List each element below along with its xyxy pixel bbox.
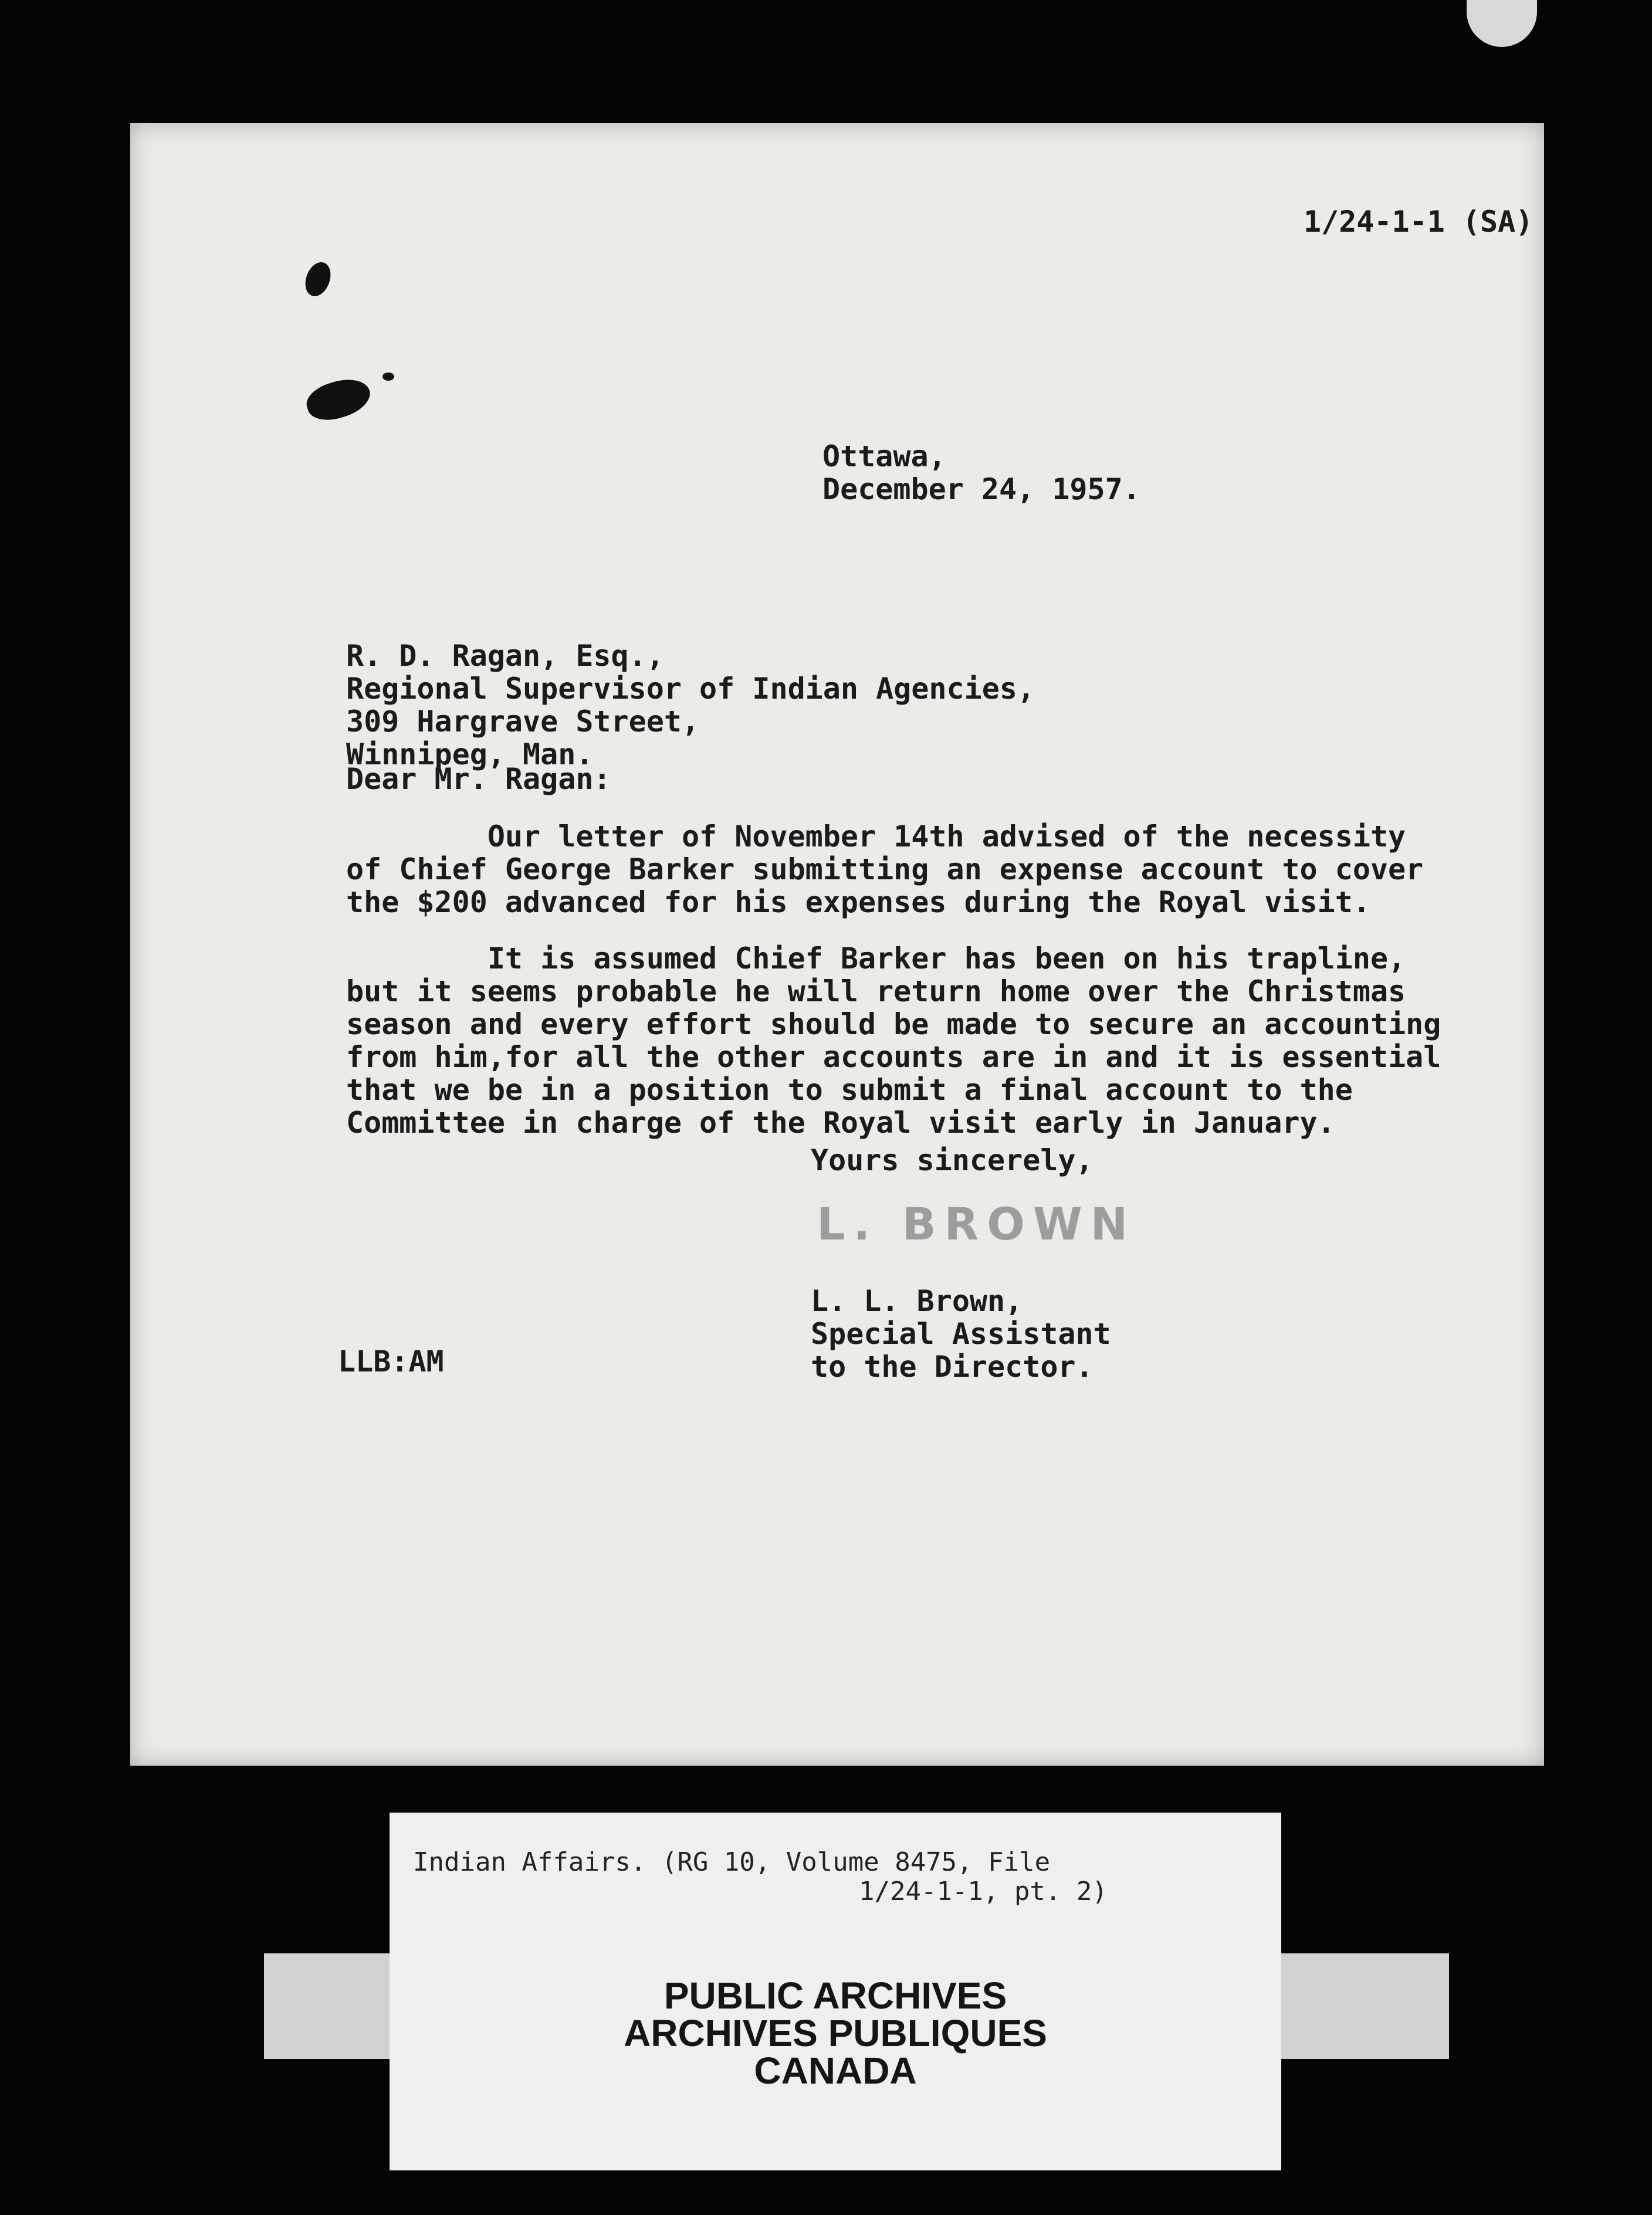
typist-initials: LLB:AM [338,1344,444,1379]
recipient-street: 309 Hargrave Street, [346,705,700,739]
ink-smudge [301,259,335,300]
salutation: Dear Mr. Ragan: [346,762,611,796]
paragraph-line: the $200 advanced for his expenses during the Royal visit. [346,885,1370,919]
letter-date: December 24, 1957. [822,472,1140,506]
paragraph-line: from him,for all the other accounts are in and it is essential [346,1040,1441,1074]
signer-block [811,1285,1111,1383]
archives-stamp [390,1974,1281,2092]
recipient-title: Regional Supervisor of Indian Agencies, [346,672,1035,706]
paragraph-line: season and every effort should be made to secure an accounting [346,1007,1441,1041]
closing: Yours sincerely, [811,1143,1094,1177]
label-line-2: 1/24-1-1, pt. 2) [859,1877,1108,1906]
signer-title: to the Director. [811,1350,1094,1384]
label-tab [264,1953,399,2059]
paragraph-1 [346,820,1423,919]
paragraph-line: but it seems probable he will return home over the Christmas [346,974,1406,1008]
paragraph-2 [346,942,1441,1139]
letter-page [130,123,1544,1766]
ink-smudge [302,372,375,427]
paragraph-line: of Chief George Barker submitting an expense account to cover [346,852,1424,886]
paragraph-line: Our letter of November 14th advised of the necessity [346,819,1406,854]
letter-place: Ottawa, [822,439,946,473]
label-line-1: Indian Affairs. (RG 10, Volume 8475, File [413,1847,1051,1877]
paragraph-line: that we be in a position to submit a final account to the [346,1073,1353,1107]
signer-title: Special Assistant [811,1317,1111,1351]
paragraph-line: Committee in charge of the Royal visit early in January. [346,1106,1335,1140]
signature-stamp: L. BROWN [817,1198,1136,1250]
recipient-city: Winnipeg, Man. [346,737,594,771]
paragraph-line: It is assumed Chief Barker has been on his trapline, [346,941,1406,976]
file-reference: 1/24-1-1 (SA) [1304,205,1533,239]
signer-name: L. L. Brown, [811,1284,1023,1318]
ink-smudge [382,372,394,381]
archives-stamp-line: ARCHIVES PUBLIQUES [624,2012,1047,2054]
label-tab [1273,1953,1449,2059]
archives-stamp-line: PUBLIC ARCHIVES [663,1974,1007,2017]
film-artifact [1467,0,1537,47]
recipient-address [346,639,1035,771]
archives-stamp-line: CANADA [754,2050,917,2092]
recipient-name: R. D. Ragan, Esq., [346,639,664,673]
